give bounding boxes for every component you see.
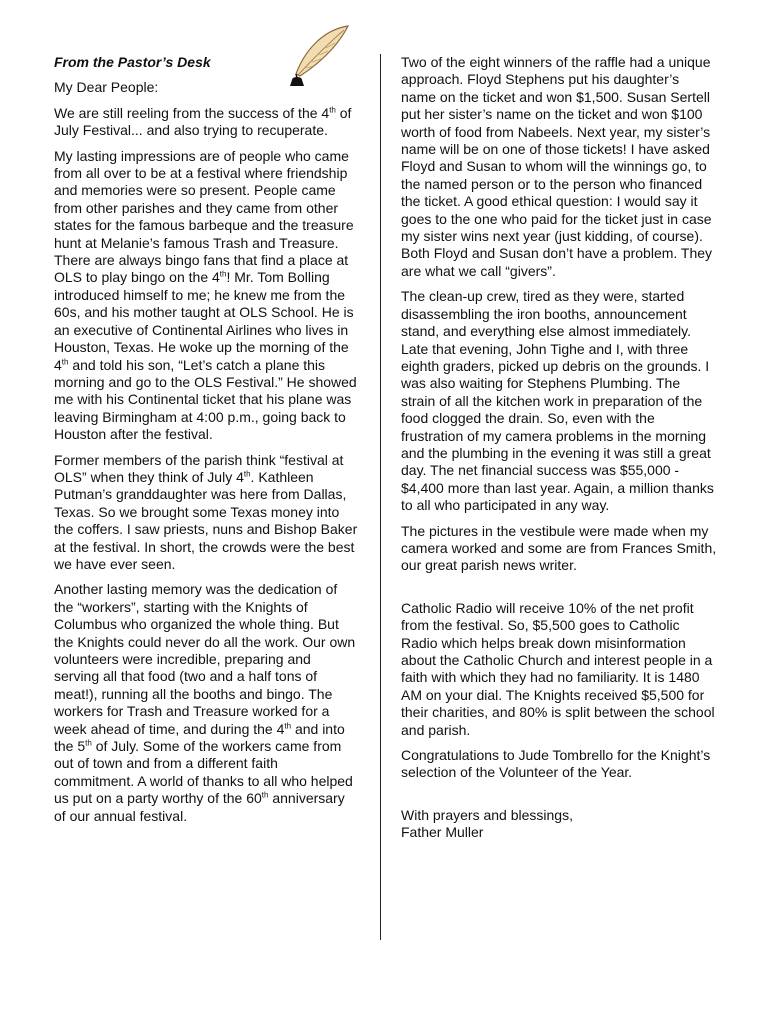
paragraph-2: My lasting impressions are of people who came from all over to be at a festival where friendship and memories were so present. People came from other parishes and they came from other states for the famous barbeque and the treasure hunt at Melanie’s famous Trash and Treasure. There are always bingo fans that find a place at OLS to play bingo on the 4th! Mr. Tom Bolling introduced himself to me; he knew me from the 60s, and his mother taught at OLS School. He is an executive of Continental Airlines who lives in Houston, Texas. He woke up the morning of the 4th and told his son, “Let’s catch a plane this morning and go to the OLS Festival.” He showed me with his Continental ticket that his plane was leaving Birmingham at 4:00 p.m., going back to Houston after the festival. (54, 147, 357, 443)
article-title: From the Pastor’s Desk (54, 54, 211, 70)
right-column (401, 54, 717, 842)
paragraph-4: Another lasting memory was the dedication of the “workers”, starting with the Knights of Columbus who organized the whole thing. But the Knights could never do all the work. Our own volunteers were incredible, preparing and serving all that food (two and a half tons of meat!), running all the booths and bingo. The workers for Trash and Treasure worked for a week ahead of time, and during the 4th and into the 5th of July. Some of the workers came from out of town and from a different faith commitment. A world of thanks to all who helped us put on a party worthy of the 60th anniversary of our annual festival. (54, 581, 356, 824)
paragraph-pictures: The pictures in the vestibule were made when my camera worked and some are from Frances Smith, our great parish news writer. (401, 522, 717, 574)
signature: Father Muller (401, 824, 484, 841)
paragraph-congrats: Congratulations to Jude Tombrello for the Knight’s selection of the Volunteer of the Year. (401, 747, 711, 781)
paragraph-cleanup: The clean-up crew, tired as they were, started disassembling the iron booths, announcement stand, and everything else almost immediately. Late that evening, John Tighe and I, with three eighth graders, picked up debris on the grounds. I was also waiting for Stephens Plumbing. The strain of all the kitchen work in preparation of the food clogged the drain. So, even with the frustration of my camera problems in the morning and the plumbing in the evening it was still a great day. The net financial success was $55,000 - $4,400 more than last year. Again, a million thanks to all who participated in any way. (401, 288, 714, 514)
paragraph-raffle: Two of the eight winners of the raffle had a unique approach. Floyd Stephens put his daughter’s name on the ticket and won $1,500. Susan Sertell put her sister’s name on the ticket and won $100 worth of food from Nabeels. Next year, my sister’s name will be on one of those tickets! I have asked Floyd and Susan to whom will the winnings go, to the named person or to the person who financed the ticket. A good ethical question: I would say it goes to the one who paid for the ticket just in case my sister wins next year (just kidding, of course). Both Floyd and Susan don’t have a problem. They are what we call “givers”. (401, 54, 713, 279)
paragraph-3: Former members of the parish think “festival at OLS” when they think of July 4th. Kathleen Putman’s granddaughter was here from Dallas, Texas. So we brought some Texas money into the coffers. I saw priests, nuns and Bishop Baker at the festival. In short, the crowds were the best we have ever seen. (54, 451, 358, 572)
greeting: My Dear People: (54, 79, 159, 96)
column-divider (380, 54, 381, 940)
paragraph-radio: Catholic Radio will receive 10% of the net profit from the festival. So, $5,500 goes to Catholic Radio which helps break down misinformation about the Catholic Church and interest people in a faith with which they had no familiarity. It is 1480 AM on your dial. The Knights received $5,500 for their charities, and 80% is split between the school and parish. (401, 599, 715, 738)
closing: With prayers and blessings, (401, 806, 573, 823)
paragraph-1: We are still reeling from the success of the 4th of July Festival... and also trying to recuperate. (54, 104, 352, 139)
left-column (54, 54, 359, 833)
